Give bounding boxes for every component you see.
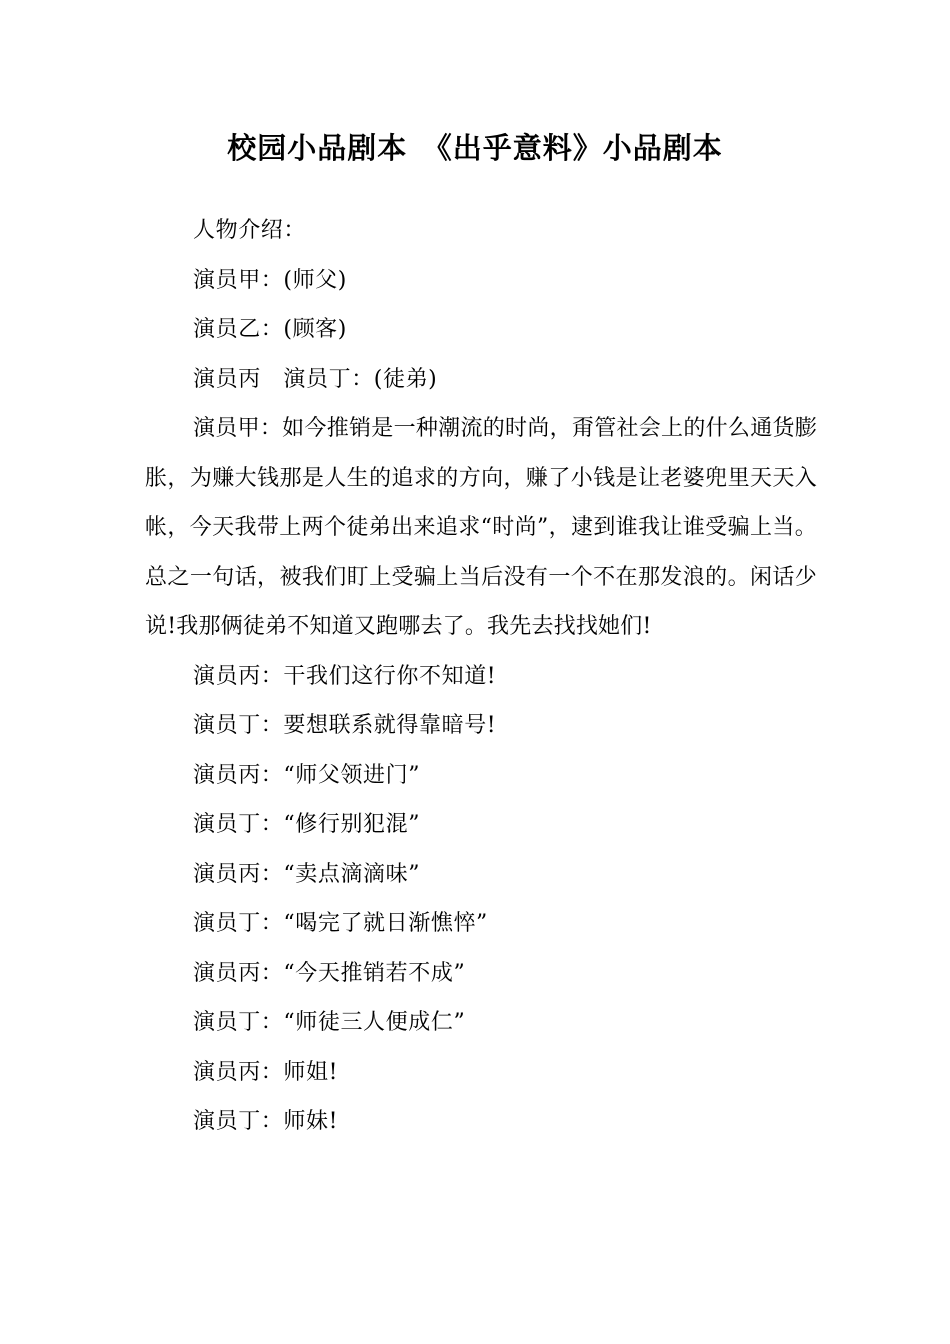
paragraph: 演员丁：“修行别犯混”: [193, 812, 421, 837]
document-body: [145, 206, 817, 1147]
paragraph: 演员丙：师姐!: [193, 1059, 339, 1085]
paragraph: 演员丙：“卖点滴滴味”: [193, 861, 421, 887]
paragraph: 演员丙：“今天推销若不成”: [193, 960, 466, 986]
paragraph: 演员丙：“师父领进门”: [193, 762, 421, 788]
paragraph: 演员甲：如今推销是一种潮流的时尚，甭管社会上的什么通货膨胀，为赚大钱那是人生的追求的方向，赚了小钱是让老婆兜里天天入帐，今天我带上两个徒弟出来追求“时尚”，逮到谁我让谁受骗上当。总之一句话，被我们盯上受骗上当后没有一个不在那发浪的。闲话少说!我那俩徒弟不知道又跑哪去了。我先去找找她们!: [145, 416, 817, 639]
document-title: 校园小品剧本 《出乎意料》小品剧本: [227, 131, 723, 165]
paragraph: 演员丁：“喝完了就日渐憔悴”: [193, 911, 488, 936]
paragraph: 演员丙 演员丁：(徒弟): [193, 366, 438, 392]
paragraph: 演员甲：(师父): [193, 267, 347, 293]
paragraph: 人物介绍：: [193, 218, 307, 243]
paragraph: 演员丁：“师徒三人便成仁”: [193, 1010, 466, 1035]
paragraph: 演员乙：(顾客): [193, 317, 347, 342]
paragraph: 演员丁：师妹!: [193, 1109, 339, 1134]
paragraph: 演员丁：要想联系就得靠暗号!: [193, 713, 497, 738]
paragraph: 演员丙：干我们这行你不知道!: [193, 663, 497, 689]
